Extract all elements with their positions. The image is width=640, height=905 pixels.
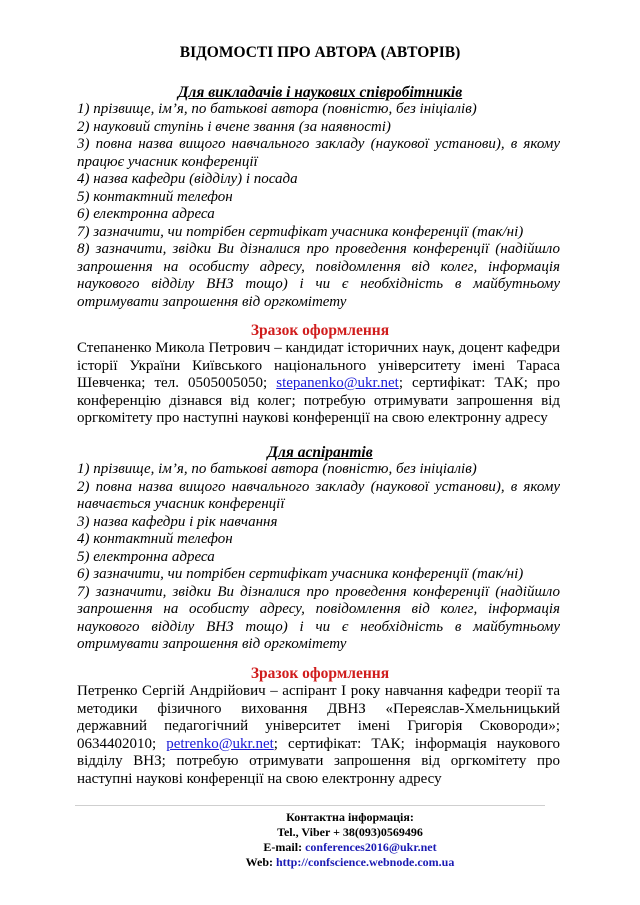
sample-text-part: ; сертифікат: ТАК; про конференцію дізнався від колег; потребую отримувати запрошення від оргкомітету про наступні наукові конференції на свою електронну адресу xyxy=(77,375,560,426)
email-label: E-mail: xyxy=(263,840,306,854)
contact-phone: Tel., Viber + 38(093)0569496 xyxy=(277,825,423,839)
postgrads-heading: Для аспірантів xyxy=(267,444,373,461)
list-item: 1) прізвище, ім’я, по батькові автора (повністю, без ініціалів) xyxy=(77,101,477,117)
sample-text-part: Петренко Сергій Андрійович – аспірант І року навчання кафедри теорії та методики фізичного виховання ДВНЗ «Переяслав-Хмельницький державний педагогічний університет імені Григорія Сковороди»; 0634402010; xyxy=(77,683,560,752)
list-item: 6) зазначити, чи потрібен сертифікат учасника конференції (так/ні) xyxy=(77,566,524,582)
list-item: 5) електронна адреса xyxy=(77,548,215,565)
contact-web-row xyxy=(60,855,640,870)
postgrads-sample-text xyxy=(77,683,560,788)
list-item: 5) контактний телефон xyxy=(77,188,233,205)
document-title: ВІДОМОСТІ ПРО АВТОРА (АВТОРІВ) xyxy=(179,44,461,61)
list-item: 3) повна назва вищого навчального закладу (наукової установи), в якому працює учасник конференції xyxy=(77,136,560,170)
contact-email-row xyxy=(60,840,640,855)
list-item: 1) прізвище, ім’я, по батькові автора (повністю, без ініціалів) xyxy=(77,461,477,477)
list-item: 6) електронна адреса xyxy=(77,206,215,222)
list-item: 2) повна назва вищого навчального закладу (наукової установи), в якому навчається учасник конференції xyxy=(77,478,560,512)
list-item: 8) зазначити, звідки Ви дізналися про проведення конференції (надійшло запрошення на особисту адресу, повідомлення від колег, інформація наукового відділу ВНЗ тощо) і чи є необхідність в майбутньому отримувати запрошення від оргкомітету xyxy=(77,241,560,310)
contact-web-link[interactable]: http://confscience.webnode.com.ua xyxy=(276,855,455,869)
list-item: 2) науковий ступінь і вчене звання (за наявності) xyxy=(77,118,391,135)
postgrads-sample-heading: Зразок оформлення xyxy=(250,665,390,682)
teachers-requirements-list xyxy=(77,101,560,311)
teachers-sample-text xyxy=(77,340,560,428)
sample-text-part: Степаненко Микола Петрович – кандидат історичних наук, доцент кафедри історії України Київського національного університету імені Тараса Шевченка; тел. 0505005050; xyxy=(77,340,560,391)
sample-text-part: ; сертифікат: ТАК; інформація наукового відділу ВНЗ; потребую отримувати запрошення від оргкомітету про наступні наукові конференції на свою електронну адресу xyxy=(77,735,560,787)
teachers-heading: Для викладачів і наукових співробітників xyxy=(177,84,463,101)
list-item: 3) назва кафедри і рік навчання xyxy=(77,513,278,530)
list-item: 4) контактний телефон xyxy=(77,531,233,547)
contact-email-link[interactable]: conferences2016@ukr.net xyxy=(305,840,437,854)
postgrads-requirements-list xyxy=(77,461,560,654)
contact-footer xyxy=(60,810,640,870)
list-item: 4) назва кафедри (відділу) і посада xyxy=(77,171,298,187)
sample-email-link[interactable]: stepanenko@ukr.net xyxy=(276,375,399,391)
web-label: Web: xyxy=(245,855,276,869)
footer-divider xyxy=(75,805,545,806)
teachers-sample-heading: Зразок оформлення xyxy=(250,322,390,339)
list-item: 7) зазначити, звідки Ви дізналися про проведення конференції (надійшло запрошення на особисту адресу, повідомлення від колег, інформація наукового відділу ВНЗ тощо) і чи є необхідність в майбутньому отримувати запрошення від оргкомітету xyxy=(77,583,560,652)
list-item: 7) зазначити, чи потрібен сертифікат учасника конференції (так/ні) xyxy=(77,223,524,240)
sample-email-link[interactable]: petrenko@ukr.net xyxy=(166,735,274,752)
contact-heading: Контактна інформація: xyxy=(286,810,414,824)
